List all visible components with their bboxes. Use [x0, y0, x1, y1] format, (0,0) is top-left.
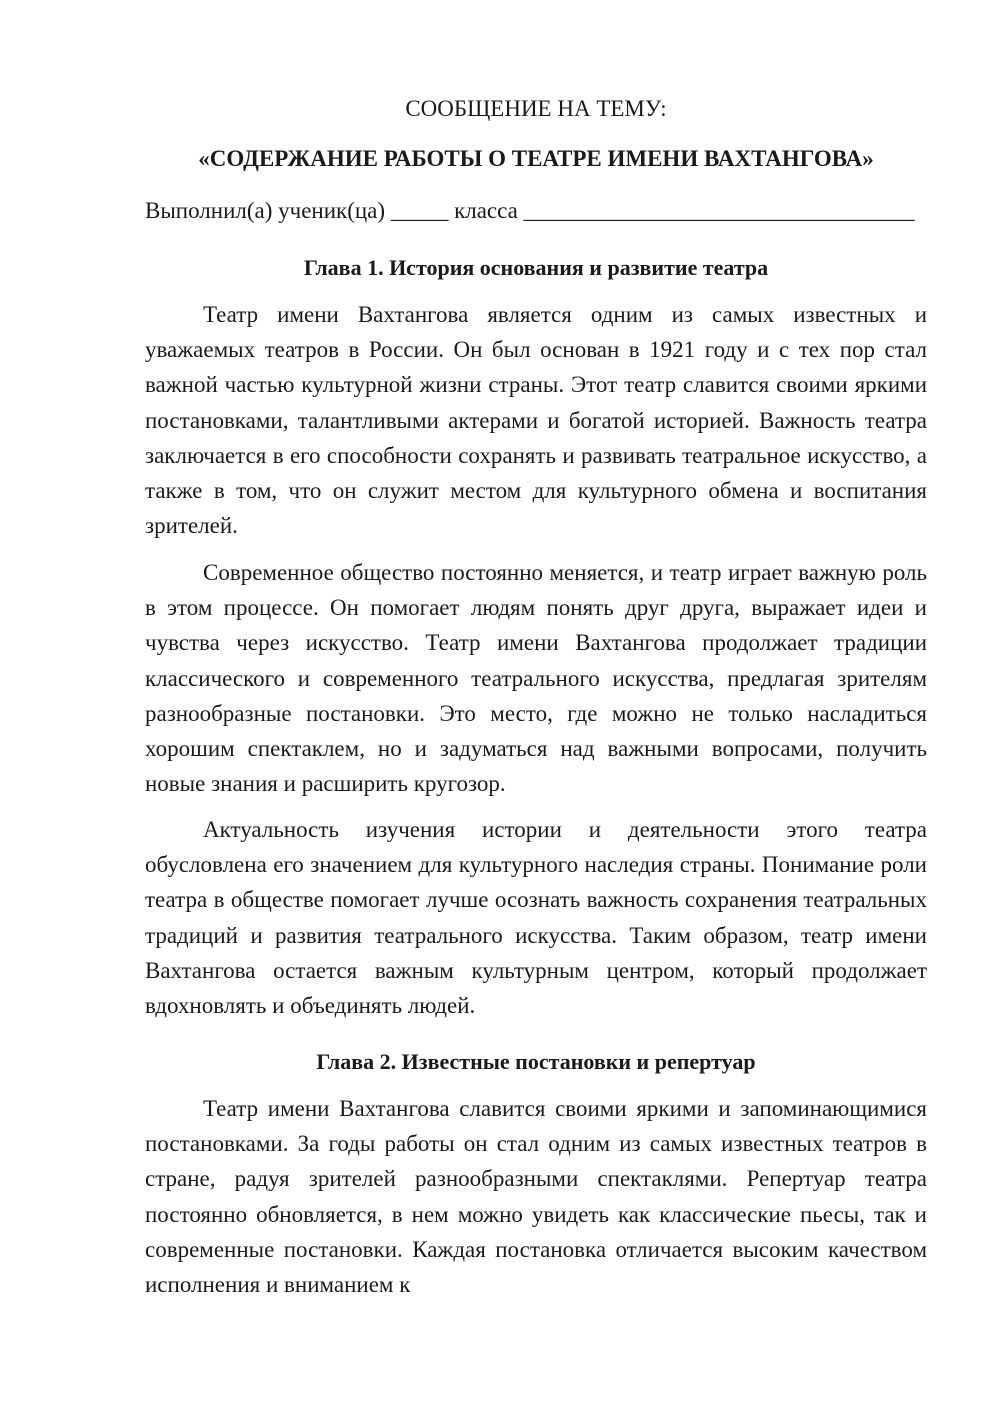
chapter-1-heading: Глава 1. История основания и развитие театра	[303, 255, 769, 280]
class-word: класса	[454, 198, 518, 223]
chapter-1-paragraph-2: Современное общество постоянно меняется, и театр играет важную роль в этом процессе. Он помогает людям понять друг друга, выражает идеи и чувства через искусство. Театр имени Вахтангова продолжает традиции классического и современного театрального искусства, предлагая зрителям разнообразные постановки. Это место, где можно не только насладиться хорошим спектаклем, но и задуматься над важными вопросами, получить новые знания и расширить кругозор.	[145, 560, 927, 797]
chapter-1-paragraph-1: Театр имени Вахтангова является одним из самых известных и уважаемых театров в России. Он был основан в 1921 году и с тех пор стал важной частью культурной жизни страны. Этот театр славится своими яркими постановками, талантливыми актерами и богатой историей. Важность театра заключается в его способности сохранять и развивать театральное искусство, а также в том, что он служит местом для культурного обмена и воспитания зрителей.	[145, 302, 927, 539]
chapter-2-paragraph-1: Театр имени Вахтангова славится своими яркими и запоминающимися постановками. За годы работы он стал одним из самых известных театров в стране, радуя зрителей разнообразными спектаклями. Репертуар театра постоянно обновляется, в нем можно увидеть как классические пьесы, так и современные постановки. Каждая постановка отличается высоким качеством исполнения и вниманием к	[145, 1096, 927, 1298]
document-title-line-1: СООБЩЕНИЕ НА ТЕМУ:	[405, 96, 667, 121]
document-title-line-2: «СОДЕРЖАНИЕ РАБОТЫ О ТЕАТРЕ ИМЕНИ ВАХТАНГОВА»	[198, 146, 874, 171]
student-info-line	[145, 197, 927, 225]
class-blank: _____	[390, 198, 449, 223]
chapter-2-heading: Глава 2. Известные постановки и репертуар	[316, 1049, 756, 1074]
chapter-1-paragraph-3: Актуальность изучения истории и деятельности этого театра обусловлена его значением для культурного наследия страны. Понимание роли театра в обществе помогает лучше осознать важность сохранения театральных традиций и развития театрального искусства. Таким образом, театр имени Вахтангова остается важным культурным центром, который продолжает вдохновлять и объединять людей.	[145, 817, 927, 1019]
student-prefix: Выполнил(а) ученик(ца)	[145, 198, 386, 223]
name-blank: __________________________________	[523, 198, 915, 223]
